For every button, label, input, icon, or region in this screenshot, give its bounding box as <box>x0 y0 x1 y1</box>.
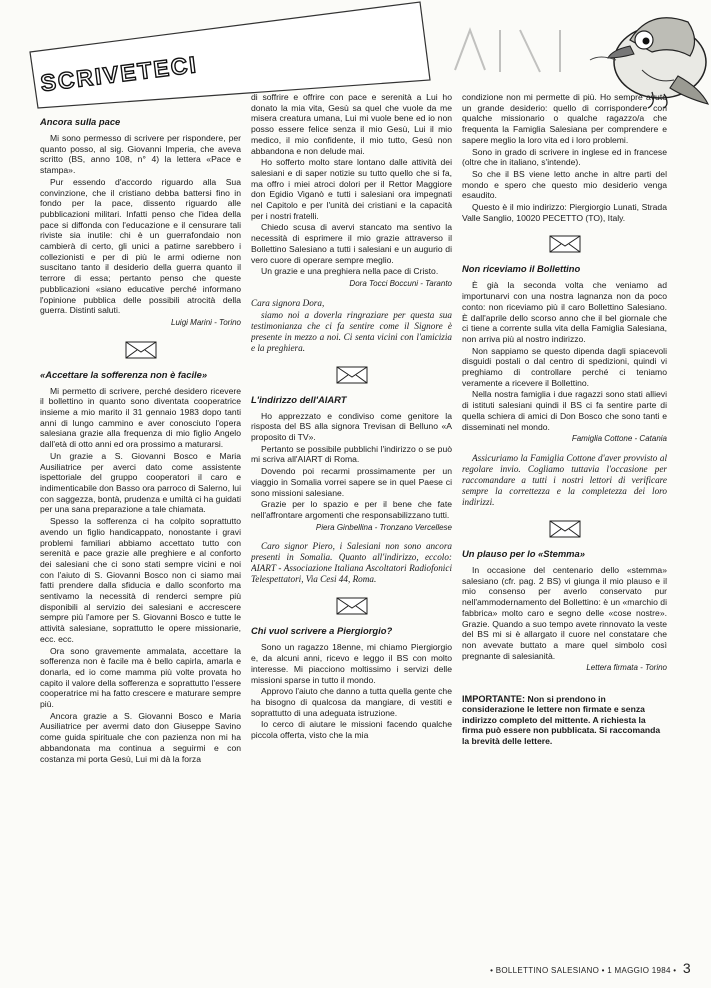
page-footer <box>490 960 691 976</box>
letter-signature: Famiglia Cottone - Catania <box>571 434 667 444</box>
editor-reply: siamo noi a doverla ringraziare per questa sua testimonianza che ci fa sentire come il Signore è presente in mezzo a noi. Ci senta vicini con l'amicizia e la preghiera. <box>251 309 452 353</box>
letter-paragraph: Non sappiamo se questo dipenda dagli spiacevoli disguidi postali o dal centro di spedizioni, quindi vi preghiamo di controllare perché ci teniamo veramente a ricevere il Bollettino. <box>462 345 667 388</box>
letter-signature: Dora Tocci Boccuni - Taranto <box>349 278 452 288</box>
letter-paragraph: Pur essendo d'accordo riguardo alla Sua convinzione, che il cristiano debba battersi fino in fondo per la pace, dissento riguardo alle pubblicazioni militari. Infatti penso che l'idea della pace si diffonda con l'educazione e il censurare tali riviste sia inutile: chi è un guerrafondaio non cambierà di certo, gli unici a patirne sarebbero i collezionisti e per di più le armi odierne non suscitano tanto il desiderio della guerra quanto il terrore di essa; pertanto penso che queste pubblicazioni «siano educative perché informano l'opinione pubblica delle possibili atrocità della guerra. Distinti saluti. <box>40 176 241 316</box>
letter-paragraph: Pertanto se possibile pubblichi l'indirizzo o se può mi scriva all'AIART di Roma. <box>251 443 452 465</box>
letter-signature: Lettera firmata - Torino <box>586 663 667 673</box>
envelope-icon <box>336 597 368 615</box>
envelope-icon <box>549 520 581 538</box>
letter-signature: Luigi Marini - Torino <box>171 317 241 327</box>
letter-title: Chi vuol scrivere a Piergiorgio? <box>251 625 393 637</box>
notice-key: IMPORTANTE: <box>462 694 526 705</box>
letter-paragraph: Chiedo scusa di avervi stancato ma sentivo la necessità di esprimere il mio grazie attraverso il Bollettino Salesiano a tutti i salesiani e un augurio di vero cuore di operare sempre meglio. <box>251 222 452 265</box>
letter-paragraph: Un grazie a S. Giovanni Bosco e Maria Ausiliatrice per averci dato come assistente ispettoriale del gruppo cooperatori il caro e indimenticabile don Basso ora parroco di Salerno, lui con saggezza, bontà, prudenza e umiltà ci ha guidati per una sana preparazione a tale chiamata. <box>40 450 241 515</box>
page-number: 3 <box>682 960 691 976</box>
letter-title: L'indirizzo dell'AIART <box>251 393 347 405</box>
letter-paragraph: Io cerco di aiutare le missioni facendo qualche piccola offerta, visto che la mia <box>251 719 452 741</box>
notice-box <box>462 694 667 746</box>
running-footer: • BOLLETTINO SALESIANO • 1 MAGGIO 1984 • <box>490 966 677 975</box>
letter-paragraph: Grazie per lo spazio e per il bene che fate nell'affrontare argomenti che responsabilizzano tutti. <box>251 499 452 520</box>
notice-text: Non si prendono in considerazione le lettere non firmate e senza indirizzo completo del mittente. A richiesta la firma può essere non pubblicata. Si raccomanda la brevità delle lettere. <box>462 694 661 746</box>
envelope-icon <box>549 235 581 253</box>
letter-paragraph: So che il BS viene letto anche in altre parti del mondo e spero che questo mio desiderio venga esaudito. <box>462 168 667 201</box>
letter-paragraph: condizione non mi permette di più. Ho sempre avuto un grande desiderio: quello di corrispondere con qualche missionario o qualche ragazzo/a che frequenta la Famiglia Salesiana per comprendere e sapere meglio la loro vita ed i loro problemi. <box>462 92 667 145</box>
letter-title: Non riceviamo il Bollettino <box>462 263 581 275</box>
envelope-icon <box>336 366 368 384</box>
letter-paragraph: Mi permetto di scrivere, perché desidero ricevere il bollettino in quanto sono diventata cooperatrice insieme a mio marito il 31 gennaio 1983 dopo tanti anni di lungo cammino e aver conosciuto l'opera salesiana grazie alla frequenza di mio figlio Angelo dall'età di otto anni ed ora prossimo a maturarsi. <box>40 385 241 450</box>
column-right <box>462 92 667 944</box>
envelope-icon <box>125 341 157 359</box>
letter-paragraph: Sono in grado di scrivere in inglese ed in francese (oltre che in italiano, s'intende). <box>462 146 667 168</box>
letter-title: «Accettare la sofferenza non è facile» <box>40 368 208 380</box>
letter-paragraph: Nella nostra famiglia i due ragazzi sono stati allievi di istituti salesiani quindi il BS ci fa sentire parte di quella schiera di amici di Don Bosco che sono tanti e disseminati nel mondo. <box>462 389 667 432</box>
letter-paragraph: Mi sono permesso di scrivere per rispondere, per quanto posso, al sig. Giovanni Imperia, che aveva scritto (BS, anno 108, n° 4) la lettera «Pace e stampa». <box>40 133 241 176</box>
letter-paragraph: Approvo l'aiuto che danno a tutta quella gente che ha bisogno di qualcosa da mangiare, di vestiti e soprattutto di una adeguata istruzione. <box>251 686 452 718</box>
letter-title: Un plauso per lo «Stemma» <box>462 547 585 559</box>
editor-reply: Assicuriamo la Famiglia Cottone d'aver provvisto al regolare invio. Cogliamo tuttavia l'occasione per raccomandare a tutti i nostri lettori di verificare sempre la correttezza e la completezza dei loro indirizzi. <box>462 452 667 507</box>
letter-paragraph: Ora sono gravemente ammalata, accettare la sofferenza non è facile ma è bello capirla, amarla e donarla, ed io come mamma più volte provata ho capito il valore della sofferenza e soprattutto l'essere cooperatrice mi ha fatto crescere e maturare sempre più. <box>40 645 241 710</box>
page-title: SCRIVETECI <box>39 51 200 97</box>
letter-signature: Piera Ginbellina - Tronzano Vercellese <box>315 522 452 532</box>
letter-paragraph: Sono un ragazzo 18enne, mi chiamo Piergiorgio e, da alcuni anni, ricevo e leggo il BS con molto interesse. Mi piacciono moltissimo i servizi delle missioni sparse in tutto il mondo. <box>251 642 452 685</box>
letter-paragraph: di soffrire e offrire con pace e serenità a Lui ho donato la mia vita, Gesù sa quel che vuole da me misera creatura umana, Lui mi vuole bene ed io non posso essere felice senza il mio Gesù, Lui il mio medico, il mio confidente, il mio tutto, Gesù non abbandona e non delude mai. <box>251 92 452 156</box>
editor-reply: Caro signor Piero, i Salesiani non sono ancora presenti in Somalia. Quanto all'indirizzo, eccolo: AIART - Associazione Italiana Ascoltatori Radiofonici Telespettatori, Via Cesi 44, Roma. <box>251 541 452 585</box>
letter-paragraph: Ho sofferto molto stare lontano dalle attività dei salesiani e di saper notizie su tutto quello che si fa, ma offro i miei atroci dolori per il Rettor Maggiore don Egidio Viganò e tutti i salesiani ora impegnati nel Capitolo e per l'unità dei cristiani e la capacità per i nostri fratelli. <box>251 157 452 221</box>
letter-paragraph: In occasione del centenario dello «stemma» salesiano (cfr. pag. 2 BS) vi giunga il mio plauso e il mio consenso per averlo conservato pur nell'ammodernamento del Bollettino: è un «marchio di fabbrica» molto caro e segno delle «cose nostre». Grazie. Quando a suo tempo avete rinnovato la veste del BS mi si è allargato il cuore nel constatare che non avevate buttato a mare quel simbolo così pregnante di salesianità. <box>462 564 667 661</box>
column-middle <box>251 92 452 944</box>
letter-paragraph: Un grazie e una preghiera nella pace di Cristo. <box>261 266 439 277</box>
letter-paragraph: Dovendo poi recarmi prossimamente per un viaggio in Somalia vorrei sapere se in quel Paese ci sono missioni salesiane. <box>251 466 452 498</box>
column-left <box>40 108 241 944</box>
letter-paragraph: Questo è il mio indirizzo: Piergiorgio Lunati, Strada Valle Sanglio, 10020 PECETTO (TO), Italy. <box>462 202 667 223</box>
editor-salutation: Cara signora Dora, <box>251 297 325 308</box>
letter-paragraph: Ancora grazie a S. Giovanni Bosco e Maria Ausiliatrice per avermi dato don Giuseppe Savino come guida spirituale che con pazienza non mi ha abbandonata ma continua a seguirmi e con costanza mi porta Gesù, Lui mi dà la forza <box>40 710 241 764</box>
letter-paragraph: Spesso la sofferenza ci ha colpito soprattutto avendo un figlio handicappato, nonostante i gravi problemi familiari abbiamo accettato tutto con serenità e pace grazie alle preghiere e al conforto dei salesiani che ci sono stati sempre vicini e noi con l'aiuto di S. Giovanni Bosco non ci siamo mai fatti prendere dalla sfiducia e dallo sconforto ma sentivamo la necessità di renderci sempre più disponibili al servizio dei salesiani e accrescere sempre più l'amore per S. Giovanni Bosco e tutte le attività salesiane, soprattutto le opere missionarie, ecc. ecc. <box>40 516 241 644</box>
letter-title: Ancora sulla pace <box>40 116 121 127</box>
letter-paragraph: Ho apprezzato e condiviso come genitore la risposta del BS alla signora Trevisan di Belluno «A proposito di TV». <box>251 410 452 443</box>
letter-paragraph: È già la seconda volta che veniamo ad importunarvi con una nostra lagnanza non da poco conto: non riceviamo più il caro Bollettino Salesiano. È dall'aprile dello scorso anno che il bel giornale che ci tiene a corrente sulla vita della Famiglia Salesiana, non arriva più al nostro indirizzo. <box>462 280 667 344</box>
